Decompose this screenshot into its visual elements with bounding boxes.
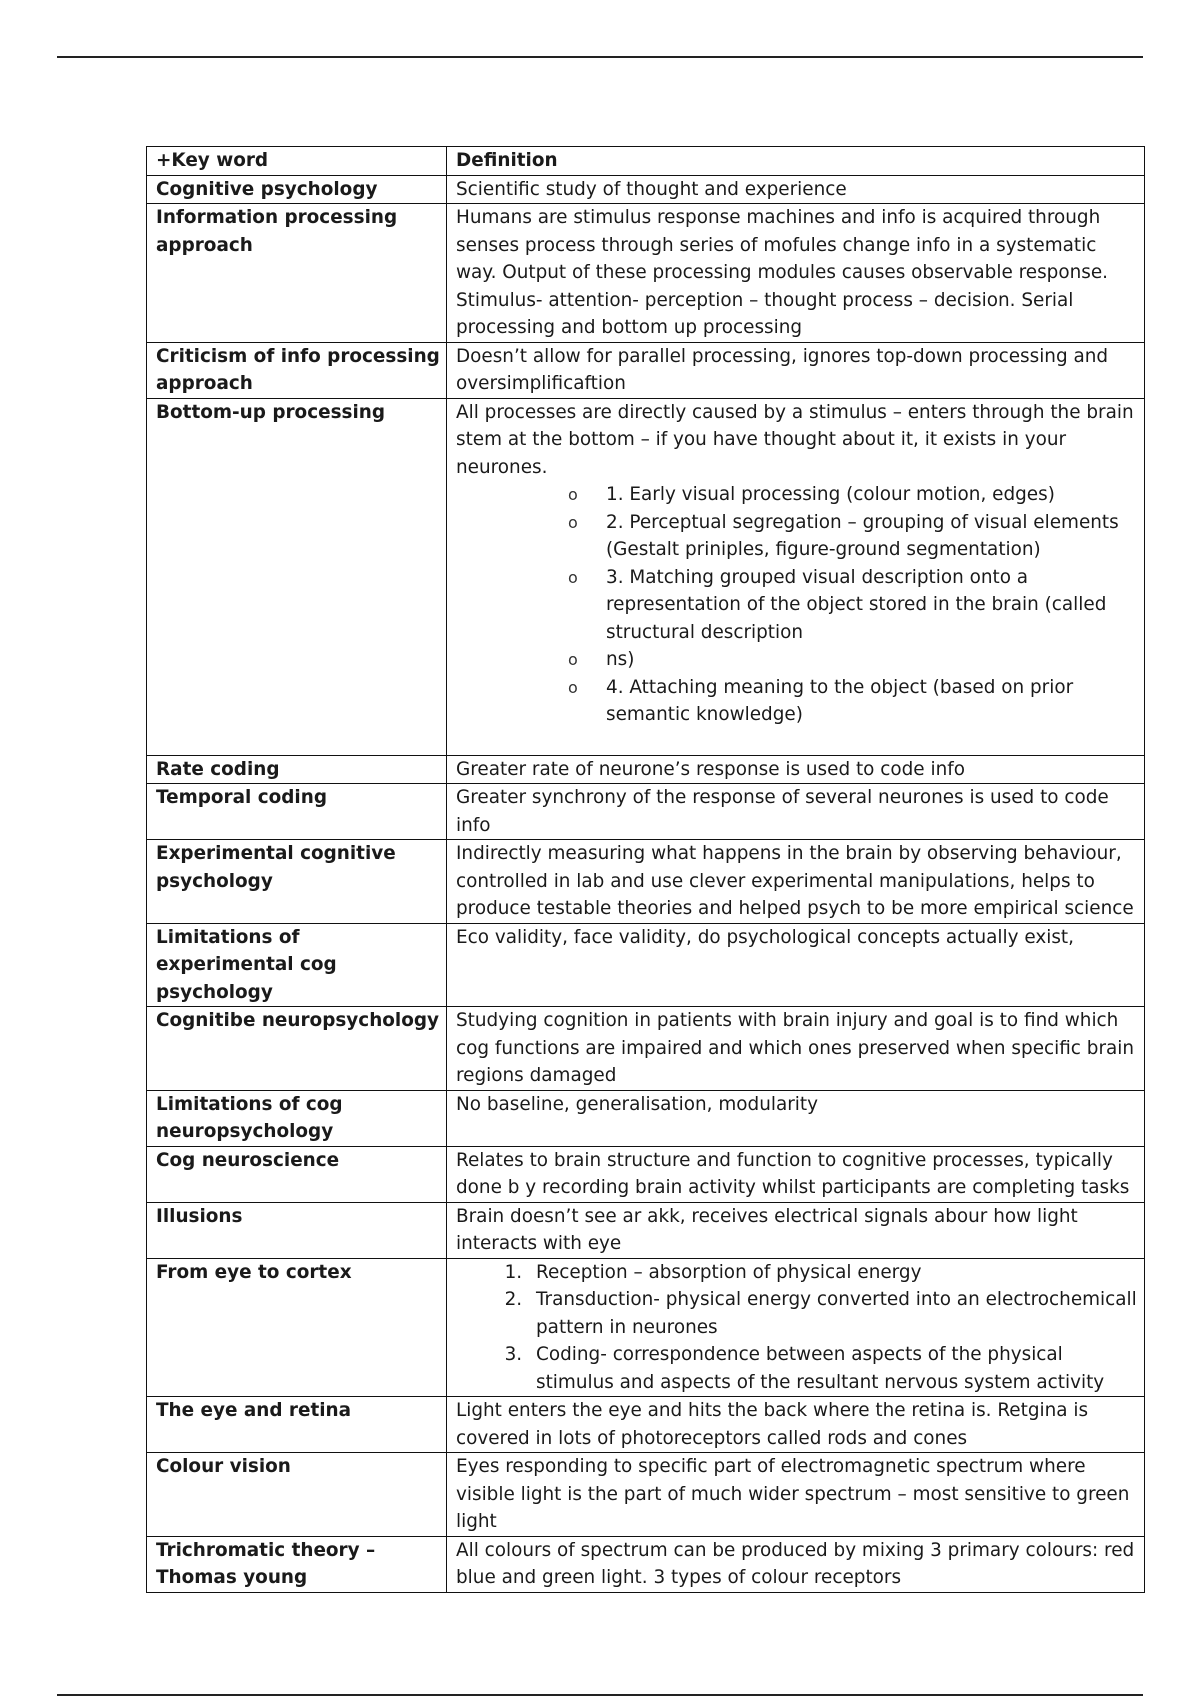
row-term: Limitations of cog neuropsychology xyxy=(147,1090,447,1146)
row-term: Cognitibe neuropsychology xyxy=(147,1007,447,1091)
numbered-list xyxy=(456,1259,1138,1397)
table-row xyxy=(147,342,1145,398)
table-row xyxy=(147,398,1145,755)
list-item: o ns) xyxy=(456,646,1138,674)
row-term: Trichromatic theory – Thomas young xyxy=(147,1536,447,1592)
list-item: 1. Reception – absorption of physical energy xyxy=(528,1259,1138,1287)
row-term: Criticism of info processing approach xyxy=(147,342,447,398)
glossary-table xyxy=(146,146,1145,1593)
row-term: Information processing approach xyxy=(147,204,447,343)
header-keyword: +Key word xyxy=(147,147,447,176)
table-row xyxy=(147,1453,1145,1537)
row-definition: Scientific study of thought and experience xyxy=(447,175,1145,204)
row-term: Temporal coding xyxy=(147,784,447,840)
list-item: 3. Coding- correspondence between aspects of the physical stimulus and aspects of the resultant nervous system activity xyxy=(528,1341,1138,1396)
table-row xyxy=(147,784,1145,840)
row-definition: All processes are directly caused by a stimulus – enters through the brain stem at the bottom – if you have thought about it, it exists in your neurones. xyxy=(456,401,1134,478)
table-row xyxy=(147,204,1145,343)
row-definition: Brain doesn’t see ar akk, receives electrical signals abour how light interacts with eye xyxy=(447,1202,1145,1258)
row-term: The eye and retina xyxy=(147,1397,447,1453)
row-term: Rate coding xyxy=(147,755,447,784)
row-term: Cog neuroscience xyxy=(147,1146,447,1202)
row-definition: Doesn’t allow for parallel processing, ignores top-down processing and oversimplificaftion xyxy=(447,342,1145,398)
row-definition: Greater rate of neurone’s response is used to code info xyxy=(447,755,1145,784)
list-item: o 4. Attaching meaning to the object (based on prior semantic knowledge) xyxy=(456,674,1138,729)
table-row xyxy=(147,1007,1145,1091)
list-item: o 3. Matching grouped visual description onto a representation of the object stored in the brain (called structural description xyxy=(456,564,1138,647)
row-term: Colour vision xyxy=(147,1453,447,1537)
header-definition: Definition xyxy=(447,147,1145,176)
row-term: Cognitive psychology xyxy=(147,175,447,204)
row-definition: All colours of spectrum can be produced by mixing 3 primary colours: red blue and green light. 3 types of colour receptors xyxy=(447,1536,1145,1592)
row-definition: Humans are stimulus response machines and info is acquired through senses process through series of mofules change info in a systematic way. Output of these processing modules causes observable response. Stimulus- attention- perception – thought process – decision. Serial processing and bottom up processing xyxy=(447,204,1145,343)
table-row xyxy=(147,1397,1145,1453)
table-row xyxy=(147,923,1145,1007)
row-term: Experimental cognitive psychology xyxy=(147,840,447,924)
list-item: o 1. Early visual processing (colour motion, edges) xyxy=(456,481,1138,509)
row-term: Limitations of experimental cog psychology xyxy=(147,923,447,1007)
table-row xyxy=(147,1202,1145,1258)
row-definition: Light enters the eye and hits the back where the retina is. Retgina is covered in lots of photoreceptors called rods and cones xyxy=(447,1397,1145,1453)
row-term: Illusions xyxy=(147,1202,447,1258)
row-definition: Greater synchrony of the response of several neurones is used to code info xyxy=(447,784,1145,840)
page-top-rule xyxy=(57,56,1143,58)
list-item: 2. Transduction- physical energy converted into an electrochemicall pattern in neurones xyxy=(528,1286,1138,1341)
table-row xyxy=(147,175,1145,204)
table-row xyxy=(147,1258,1145,1397)
row-definition-with-list xyxy=(447,398,1145,755)
table-header-row xyxy=(147,147,1145,176)
row-definition-with-steps xyxy=(447,1258,1145,1397)
table-row xyxy=(147,755,1145,784)
row-term: From eye to cortex xyxy=(147,1258,447,1397)
list-item: o 2. Perceptual segregation – grouping of visual elements (Gestalt priniples, figure-ground segmentation) xyxy=(456,509,1138,564)
table-row xyxy=(147,1146,1145,1202)
row-definition: Studying cognition in patients with brain injury and goal is to find which cog functions are impaired and which ones preserved when specific brain regions damaged xyxy=(447,1007,1145,1091)
table-row xyxy=(147,840,1145,924)
row-definition: Eco validity, face validity, do psychological concepts actually exist, xyxy=(447,923,1145,1007)
row-definition: No baseline, generalisation, modularity xyxy=(447,1090,1145,1146)
bullet-list xyxy=(456,481,1138,755)
row-definition: Indirectly measuring what happens in the brain by observing behaviour, controlled in lab and use clever experimental manipulations, helps to produce testable theories and helped psych to be more empirical science xyxy=(447,840,1145,924)
table-row xyxy=(147,1090,1145,1146)
table-row xyxy=(147,1536,1145,1592)
row-term: Bottom-up processing xyxy=(147,398,447,755)
row-definition: Relates to brain structure and function to cognitive processes, typically done b y recording brain activity whilst participants are completing tasks xyxy=(447,1146,1145,1202)
page-bottom-rule xyxy=(57,1694,1143,1696)
row-definition: Eyes responding to specific part of electromagnetic spectrum where visible light is the part of much wider spectrum – most sensitive to green light xyxy=(447,1453,1145,1537)
